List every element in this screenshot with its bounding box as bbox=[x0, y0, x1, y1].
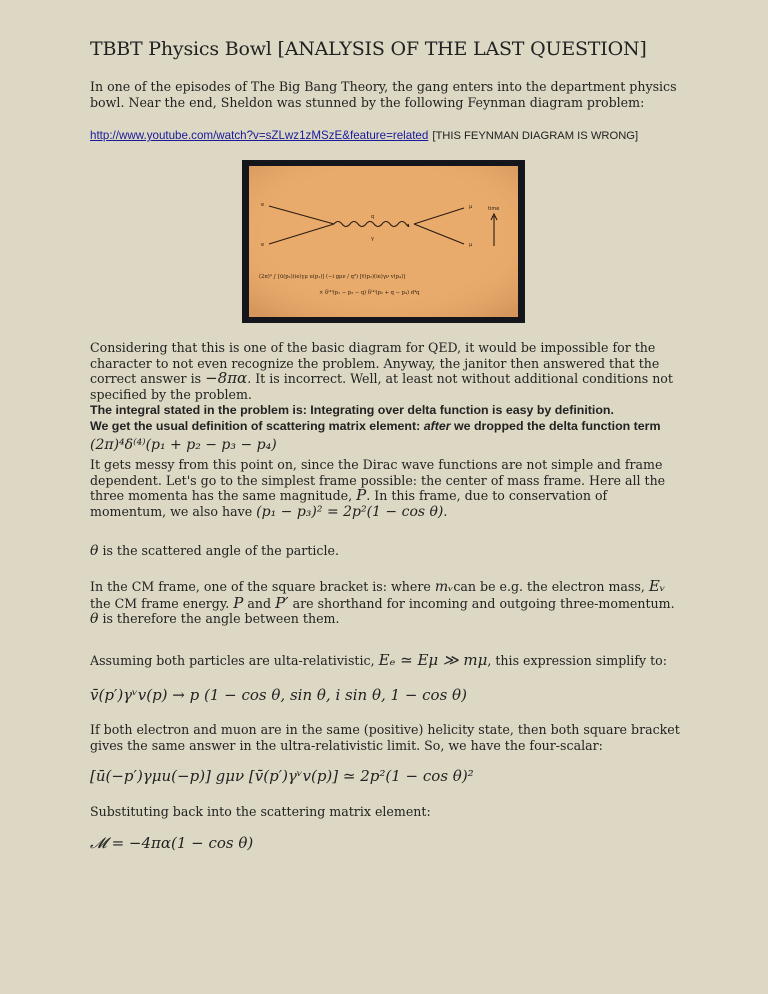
page-title: TBBT Physics Bowl [ANALYSIS OF THE LAST QUESTION] bbox=[90, 38, 647, 60]
label-time: time bbox=[488, 206, 500, 212]
bold-matrix-line: We get the usual definition of scattering matrix element: after we dropped the delta function term bbox=[90, 419, 661, 433]
figure-formula-line1: (2π)⁴ ∫ [ū(p₃)(ie)γμ u(p₁)] (−i gμν / q²) [v̄(p₂)(ie)γν v(p₄)] bbox=[259, 274, 406, 280]
equation-matrix-element: 𝓜 = −4πα(1 − cos θ) bbox=[90, 834, 254, 852]
momentum-equation: (p₁ − p₃)² = 2p²(1 − cos θ) bbox=[256, 503, 444, 520]
theta-line: θ is the scattered angle of the particle. bbox=[90, 543, 339, 559]
link-line bbox=[90, 127, 682, 145]
delta-term-equation: (2π)⁴δ⁽⁴⁾(p₁ + p₂ − p₃ − p₄) bbox=[90, 437, 277, 453]
equation-four-scalar: [ū(−p′)γμu(−p)] gμν [v̄(p′)γᵛv(p)] ≃ 2p²(1 − cos θ)² bbox=[90, 767, 474, 785]
feynman-diagram-image bbox=[242, 160, 525, 323]
feynman-diagram bbox=[249, 166, 518, 317]
youtube-link[interactable]: http://www.youtube.com/watch?v=sZLwz1zMSzE&feature=related bbox=[90, 129, 429, 142]
math-answer: −8πα bbox=[205, 369, 248, 388]
paragraph-square-bracket: In the CM frame, one of the square bracket is: where mᵥcan be e.g. the electron mass, Eᵥ the CM frame energy. P and P′ are shorthand for incoming and outgoing three-momentum. θ is therefore the angle between them. bbox=[90, 577, 675, 628]
paragraph-ultra-relativistic: Assuming both particles are ulta-relativistic, Eₑ ≃ Eμ ≫ mμ, this expression simplify to: bbox=[90, 651, 667, 669]
figure-formula-line2: × δ⁽⁴⁾(p₁ − p₃ − q) δ⁽⁴⁾(p₂ + q − p₄) d⁴q bbox=[319, 290, 420, 296]
paragraph-substitute: Substituting back into the scattering matrix element: bbox=[90, 804, 431, 819]
paragraph-cm-frame: It gets messy from this point on, since the Dirac wave functions are not simple and frame dependent. Let's go to the simplest frame possible: the center of mass frame. Here all the three momenta has the same magnitude, P. In this frame, due to conservation of momentum, we also have (p₁ − p₃)² = 2p²(1 − cos θ). bbox=[90, 457, 666, 520]
intro-paragraph: In one of the episodes of The Big Bang Theory, the gang enters into the department physics bowl. Near the end, Sheldon was stunned by the following Feynman diagram problem: bbox=[90, 79, 677, 110]
paragraph-janitor: Considering that this is one of the basic diagram for QED, it would be impossible for the character to not even recognize the problem. Anyway, the janitor then answered that the correct answer is −8πα. It is incorrect. Well, at least not without additional conditions not specified by the problem. bbox=[90, 340, 673, 402]
label-e-top: e bbox=[261, 202, 265, 208]
paragraph-helicity: If both electron and muon are in the same (positive) helicity state, then both square bracket gives the same answer in the ultra-relativistic limit. So, we have the four-scalar: bbox=[90, 722, 680, 753]
bold-integral-line: The integral stated in the problem is: Integrating over delta function is easy by definition. bbox=[90, 403, 614, 417]
equation-spinor-limit: v̄(p′)γᵛv(p) → p (1 − cos θ, sin θ, i sin θ, 1 − cos θ) bbox=[90, 686, 467, 704]
label-gamma: γ bbox=[371, 236, 374, 242]
link-note: [THIS FEYNMAN DIAGRAM IS WRONG] bbox=[432, 130, 639, 142]
label-mu-bot: μ bbox=[469, 242, 473, 248]
label-mu-top: μ bbox=[469, 204, 473, 210]
label-e-bot: e bbox=[261, 242, 265, 248]
label-q: q bbox=[371, 214, 375, 220]
ultra-relativistic-condition: Eₑ ≃ Eμ ≫ mμ bbox=[378, 651, 488, 669]
